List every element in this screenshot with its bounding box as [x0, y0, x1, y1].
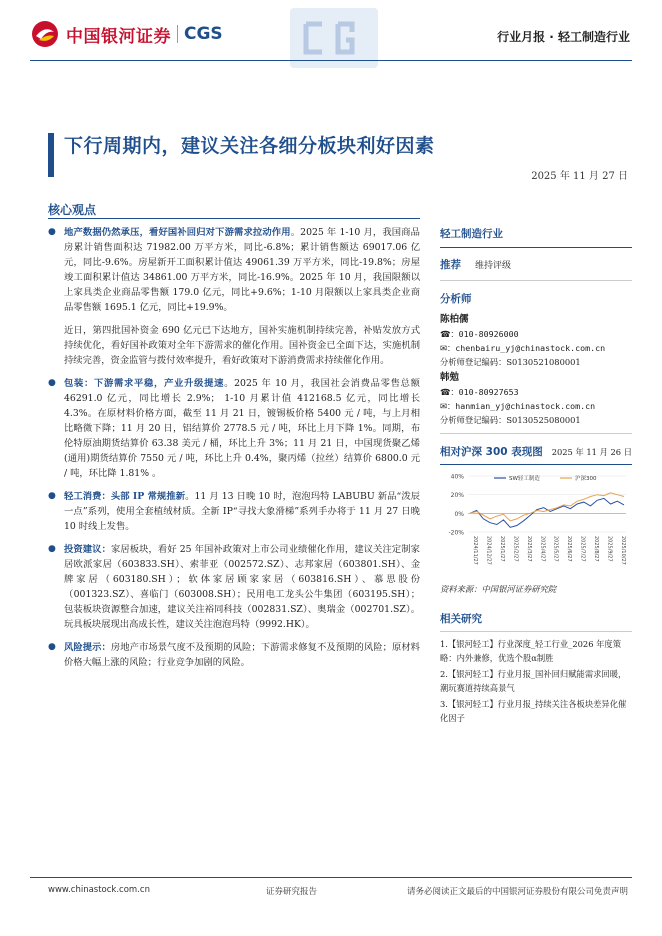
- logo-separator: [177, 25, 178, 43]
- rating-label: 推荐: [440, 259, 461, 271]
- y-tick-label: 0%: [454, 510, 464, 518]
- sidebar-industry: [440, 226, 632, 281]
- bullet-heading: 轻工消费：头部 IP 常规推新: [64, 491, 186, 502]
- chart-source: 资料来源：中国银河证券研究院: [440, 584, 557, 594]
- bullet-text: 。2025 年 1-10 月，我国商品房累计销售面积达 71982.00 万平方米，同比-6.8%；累计销售额达 69017.06 亿元，同比-9.6%。房屋新开工面积累计值达 49061.39 万平方米，同比-19.8%；房屋竣工面积累计值达 34861.00 万平方米，同比-16.9%。2025 年 10 月，我国限额以上家具类企业商品零售额 179.0 亿元，同比+9.6%；1-10 月限额以上家具类企业商品零售额 1695.1 亿元，同比+19.9%。: [64, 227, 420, 313]
- legend-label: 沪深300: [575, 476, 597, 482]
- bullet-heading: 包装：下游需求平稳，产业升级提速: [64, 378, 225, 389]
- header-divider: [30, 60, 632, 61]
- bullet-investment: [48, 542, 420, 632]
- series-line-hs300: [470, 493, 624, 521]
- x-tick-label: 2025/5/27: [552, 536, 559, 562]
- chart-title: 相对沪深 300 表现图: [440, 446, 543, 458]
- phone-icon: ☎：: [440, 329, 459, 339]
- bullet-heading: 风险提示：: [64, 642, 111, 653]
- footer-website[interactable]: www.chinastock.com.cn: [48, 885, 150, 895]
- report-type: 行业月报 · 轻工制造行业: [497, 30, 630, 44]
- analyst-phone-row: [440, 327, 632, 341]
- rating-row: [440, 257, 632, 272]
- y-tick-label: -20%: [448, 529, 464, 537]
- related-heading: 相关研究: [440, 613, 482, 625]
- footer-center: 证券研究报告: [266, 887, 318, 897]
- analyst-email[interactable]: chenbairu_yj@chinastock.com.cn: [455, 343, 606, 353]
- phone-icon: ☎：: [440, 387, 459, 397]
- analyst-card: [440, 371, 632, 427]
- sidebar-divider: [440, 247, 632, 248]
- report-date: 2025 年 11 月 27 日: [531, 171, 628, 182]
- bullet-consumer: [48, 489, 420, 534]
- industry-name: 轻工制造行业: [440, 228, 503, 240]
- analyst-email-row: [440, 399, 632, 413]
- core-view-body: [48, 225, 420, 678]
- sidebar-divider: [440, 631, 632, 632]
- bullet-heading: 地产数据仍然承压，看好国补回归对下游需求拉动作用: [64, 227, 291, 238]
- logo-emblem-icon: [30, 19, 60, 49]
- related-item[interactable]: 2.【银河轻工】行业月报_国补回归赋能需求回暖，潮玩赛道持续高景气: [440, 669, 627, 693]
- y-tick-label: 20%: [450, 492, 464, 500]
- bullet-risk: [48, 640, 420, 670]
- analysts-heading: 分析师: [440, 293, 472, 305]
- x-tick-label: 2025/10/27: [620, 536, 626, 565]
- sidebar-divider: [440, 280, 632, 281]
- x-tick-label: 2025/9/27: [606, 536, 613, 562]
- legend-label: SW轻工制造: [509, 476, 540, 482]
- series-line-sw-light-industry: [470, 498, 624, 527]
- logo-text-en: CGS: [184, 24, 223, 44]
- bullet-dot-icon: ●: [48, 227, 56, 237]
- bullet-dot-icon: ●: [48, 378, 56, 388]
- core-view-heading: 核心观点: [48, 203, 97, 217]
- bullet-heading: 投资建议：: [64, 544, 111, 555]
- analyst-cert: 分析师登记编码：S0130525080001: [440, 415, 581, 425]
- bullet-text: 家居板块，看好 25 年国补政策对上市公司业绩催化作用，建议关注定制家居欧派家居（603833.SH）、索菲亚（002572.SZ）、志邦家居（603801.SH）、金牌家居（603180.SH）；软体家居顾家家居（603816.SH）、慕思股份（001323.SZ）、喜临门（603008.SH）；民用电工龙头公牛集团（603195.SH）；包装板块资源整合加速，建议关注裕同科技（002831.SZ）、奥瑞金（002701.SZ）。玩具板块展现出高成长性，建议关注泡泡玛特（9992.HK）。: [64, 544, 420, 630]
- x-tick-label: 2025/2/27: [512, 536, 519, 562]
- bullet-real-estate: [48, 225, 420, 315]
- bullet-text: 。2025 年 10 月，我国社会消费品零售总额 46291.0 亿元，同比增长 2.9%； 1-10 月累计值 412168.5 亿元，同比增长 4.3%。在原材料价格方面，截至 11 月 21 日，镀锡板价格 5400 元 / 吨，与上月相比略微下降；11 月 20 日，铝结算价 2778.5 元 / 吨，环比上月下降 1%。同期，布伦特原油期货结算价 63.38 美元 / 桶，环比上升 3%；11 月 21 日，中国现货聚乙烯(通用)期货结算价 7550 元 / 吨，环比上升 0.4%，聚丙烯（拉丝）结算价 6800.0 元 / 吨，环比降 1.81% 。: [64, 378, 420, 479]
- paragraph-subsidy: 近日，第四批国补资金 690 亿元已下达地方，国补实施机制持续完善，补贴发放方式持续优化，看好国补政策对全年下游需求的催化作用。国补资金已全面下达，实施机制持续完善，资金监管与拨付效率提升，看好政策对下游消费需求持续催化作用。: [64, 325, 420, 366]
- email-icon: ✉：: [440, 401, 456, 411]
- analyst-email-row: [440, 341, 632, 355]
- report-title: 下行周期内，建议关注各细分板块利好因素: [64, 135, 435, 157]
- company-logo: [30, 18, 223, 50]
- analyst-phone: 010-80927653: [458, 387, 519, 397]
- analysts-block: [440, 291, 632, 434]
- related-item[interactable]: 3.【银河轻工】行业月报_持续关注各板块差异化催化因子: [440, 699, 627, 723]
- related-list: [440, 637, 632, 725]
- x-tick-label: 2025/3/27: [525, 536, 532, 562]
- bullet-packaging: [48, 376, 420, 481]
- x-tick-label: 2024/12/27: [485, 536, 492, 565]
- bullet-text: 。11 月 13 日晚 10 时，泡泡玛特 LABUBU 新品“泼辰一点”系列，使用全套植绒材质。全新 IP“寻找大象滑梯”系列手办将于 11 月 27 日晚 10 时线上发售。: [64, 491, 420, 532]
- x-tick-label: 2025/1/27: [498, 536, 505, 562]
- analyst-phone: 010-80926000: [458, 329, 519, 339]
- chart-title-row: [440, 444, 632, 459]
- x-tick-label: 2024/11/27: [472, 536, 478, 565]
- footer-disclaimer: 请务必阅读正文最后的中国银河证券股份有限公司免责声明: [406, 887, 628, 897]
- analyst-cert: 分析师登记编码：S0130521080001: [440, 357, 581, 367]
- x-tick-label: 2025/4/27: [539, 536, 546, 562]
- rating-value: 维持评级: [475, 261, 512, 271]
- analyst-name: 韩勉: [440, 372, 460, 383]
- title-accent-bar: [48, 133, 54, 177]
- chart-date: 2025 年 11 月 26 日: [551, 447, 632, 457]
- x-tick-label: 2025/6/27: [566, 536, 573, 562]
- bullet-text: 房地产市场景气度不及预期的风险；下游需求修复不及预期的风险；原材料价格大幅上涨的风险；行业竞争加剧的风险。: [64, 642, 420, 668]
- email-icon: ✉：: [440, 343, 456, 353]
- y-tick-label: 40%: [450, 473, 464, 481]
- analyst-card: [440, 313, 632, 369]
- related-item[interactable]: 1.【银河轻工】行业深度_轻工行业_2026 年度策略：内外兼修，优选个股α制胜: [440, 639, 622, 663]
- analyst-email[interactable]: hanmian_yj@chinastock.com.cn: [455, 401, 596, 411]
- x-tick-label: 2025/8/27: [593, 536, 600, 562]
- related-research: [440, 611, 632, 725]
- chart-header: [440, 444, 632, 465]
- bullet-dot-icon: ●: [48, 544, 56, 554]
- bullet-dot-icon: ●: [48, 642, 56, 652]
- sidebar-divider: [440, 433, 632, 434]
- performance-chart: [440, 466, 632, 578]
- x-tick-label: 2025/7/27: [579, 536, 586, 562]
- bullet-dot-icon: ●: [48, 491, 56, 501]
- analyst-phone-row: [440, 385, 632, 399]
- sidebar-divider: [440, 464, 632, 465]
- logo-text-cn: 中国银河证券: [66, 26, 171, 47]
- core-view-divider: [48, 218, 420, 219]
- footer-divider: [30, 877, 632, 878]
- analyst-name: 陈柏儒: [440, 314, 469, 325]
